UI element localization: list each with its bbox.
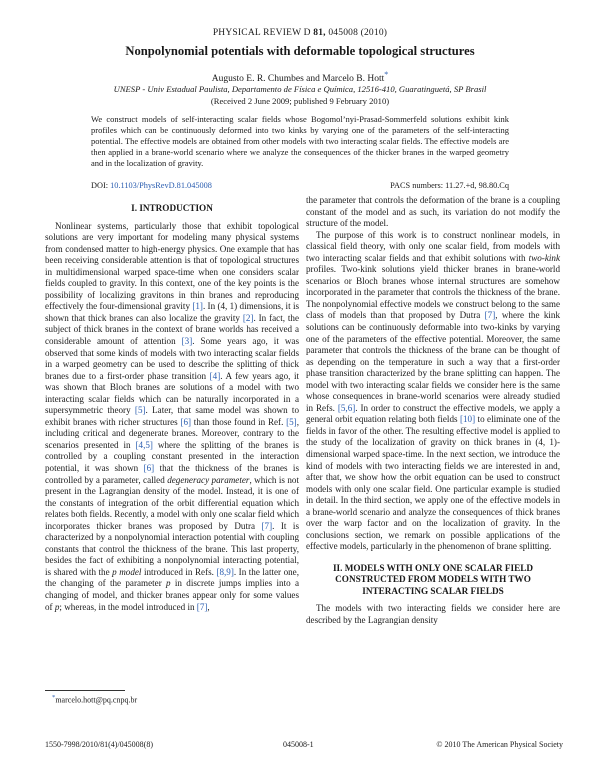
section-heading-introduction: I. INTRODUCTION — [131, 203, 213, 213]
author-footnote-link[interactable]: * — [384, 70, 389, 79]
footnote-mark: * — [52, 694, 56, 701]
copyright: © 2010 The American Physical Society — [436, 740, 563, 749]
abstract: We construct models of self-interacting scalar fields whose Bogomol’nyi-Prasad-Sommerfeld solutions exhibit kink profiles which can be continuously deformed into two kinks by varying one of the parameters of the self-interacting potential. The effective models are obtained from other models with two interacting scalar fields. The effective models are then applied in a brane-world scenario where we analyze the consequences of the thicker branes in the warped geometry and in the localization of gravity. — [91, 114, 509, 168]
citation-link[interactable]: [5,6] — [337, 402, 356, 413]
journal-name: PHYSICAL REVIEW D — [212, 28, 311, 38]
doi-label: DOI: — [91, 181, 109, 190]
section-heading-models: II. MODELS WITH ONLY ONE SCALAR FIELD CONSTRUCTED FROM MODELS WITH TWO INTERACTING SCALAR FIELDS — [332, 562, 534, 596]
citation-link[interactable]: [7] — [261, 520, 273, 531]
footnote-divider — [45, 690, 125, 691]
citation-link[interactable]: [4] — [209, 370, 221, 381]
author-list — [0, 70, 600, 84]
article-number-year: 045008 (2010) — [328, 28, 388, 38]
pacs-numbers: PACS numbers: 11.27.+d, 98.80.Cq — [390, 181, 509, 190]
citation-link[interactable]: [10] — [459, 414, 476, 425]
citation-link[interactable]: [7] — [196, 601, 208, 612]
intro-paragraph: Nonlinear systems, particularly those that exhibit topological solutions are very important for modeling many physical systems from condensed matter to high-energy physics. One example that has been receiving considerable attention is that of topological structures in multidimensional warped space-time when one considers scalar fields coupled to gravity. In this context, one of the key points is the possibility of localizing gravitons in thin branes and reproducing effectively the four-dimensional gravity [1]. In (4, 1) dimensions, it is shown that thick branes can also localize the gravity [2]. In fact, the subject of thick branes in the context of brane worlds has received a considerable amount of attention [3]. Some years ago, it was observed that some kinds of models with two interacting scalar fields in a warped geometry can be used to describe the splitting of thick branes due to a first-order phase transition [4]. A few years ago, it was shown that Bloch branes are solutions of a model with two interacting scalar fields which can be naturally incorporated in a supersymmetric theory [5]. Later, that same model was shown to exhibit branes with richer structures [6] than those found in Ref. [5], including critical and degenerate branes. Moreover, contrary to the scenarios presented in [4,5] where the splitting of the branes is controlled by a coupling constant presented in the interaction potential, it was shown [6] that the thickness of the branes is controlled by a parameter, called degeneracy parameter, which is not present in the Lagrangian density of the model. Instead, it is one of the constants of integration of the orbit differential equation which relates both fields. Recently, a model with only one scalar field which incorporates thicker branes was proposed by Dutra [7]. It is characterized by a nonpolynomial interaction potential with coupling constants that control the thickness of the brane. This last property, besides the fact of exhibiting a nonpolynomial interacting potential, is shared with the p model introduced in Refs. [8,9]. In the latter one, the changing of the parameter p in discrete jumps implies into a changing of model, and thicker branes appear only for some values of p; whereas, in the model introduced in [7], — [45, 220, 300, 612]
citation-link[interactable]: [2] — [242, 312, 254, 323]
doi-link[interactable]: 10.1103/PhysRevD.81.045008 — [110, 181, 212, 190]
author-names: Augusto E. R. Chumbes and Marcelo B. Hott — [211, 74, 385, 85]
citation-link[interactable]: [1] — [192, 301, 203, 312]
purpose-paragraph: The purpose of this work is to construct nonlinear models, in classical field theory, with only one scalar field, from models with two interacting scalar fields and that exhibit solutions with two-kink profiles. Two-kink solutions yield thicker branes in brane-world scenarios or Bloch branes whose internal structures are somehow incorporated in the parameter that controls the thickness of the brane. The nonpolynomial effective models we construct belong to the same class of models than that proposed by Dutra [7], where the kink solutions can be continuously deformable into two-kinks by varying one of the parameters of the effective potential. Moreover, the same parameter that controls the thickness of the brane can be thought of as depending on the temperature in such a way that a first-order phase transition characterized by the brane splitting can happen. The model with two interacting scalar fields we consider here is the same whose consequences in brane-world scenarios were already studied in Refs. [5,6]. In order to construct the effective models, we apply a general orbit equation relating both fields [10] to eliminate one of the fields in favor of the other. The resulting effective model is applied to the study of the localization of gravity on thick branes in (4, 1)-dimensional warped space-time. In the next section, we introduce the kind of models with two interacting fields we are interested in and, after that, we show how the orbit equation can be used to construct models with only one scalar field. One particular example is studied in detail. In the third section, we apply one of the effective models in a brane-world scenario and analyze the consequences of thick branes over the warp factor and on the localization of gravity. In the conclusions section, we remark on possible applications of the effective models, particularly in the phenomenon of brane splitting. — [306, 229, 560, 552]
citation-link[interactable]: [6] — [180, 416, 192, 427]
citation-link[interactable]: [6] — [143, 462, 155, 473]
received-dates: (Received 2 June 2009; published 9 February 2010) — [210, 96, 390, 106]
journal-volume: 81, — [313, 28, 326, 38]
footer-issn: 1550-7998/2010/81(4)/045008(8) — [45, 740, 153, 749]
citation-link[interactable]: [7] — [484, 310, 496, 321]
section2-paragraph: The models with two interacting fields we consider here are described by the Lagrangian density — [306, 603, 560, 625]
author-email-footnote — [52, 694, 137, 705]
citation-link[interactable]: [3] — [181, 335, 193, 346]
journal-header — [0, 28, 600, 38]
left-column — [45, 203, 299, 613]
affiliation: UNESP - Univ Estadual Paulista, Departamento de Física e Química, 12516-410, Guaratinguetá, SP Brasil — [113, 84, 487, 94]
citation-link[interactable]: [5] — [134, 405, 146, 416]
intro-continuation: the parameter that controls the deformation of the brane is a coupling constant of the model and as such, its variation do not modify the structure of the model. — [306, 195, 560, 229]
citation-link[interactable]: [4,5] — [135, 439, 153, 450]
doi-line — [91, 181, 509, 190]
citation-link[interactable]: [5] — [286, 416, 297, 427]
author-email[interactable]: marcelo.hott@pq.cnpq.br — [55, 695, 138, 705]
citation-link[interactable]: [8,9] — [216, 566, 234, 577]
page-number: 045008-1 — [283, 740, 314, 749]
right-column — [306, 195, 560, 627]
paper-title: Nonpolynomial potentials with deformable topological structures — [125, 44, 475, 58]
